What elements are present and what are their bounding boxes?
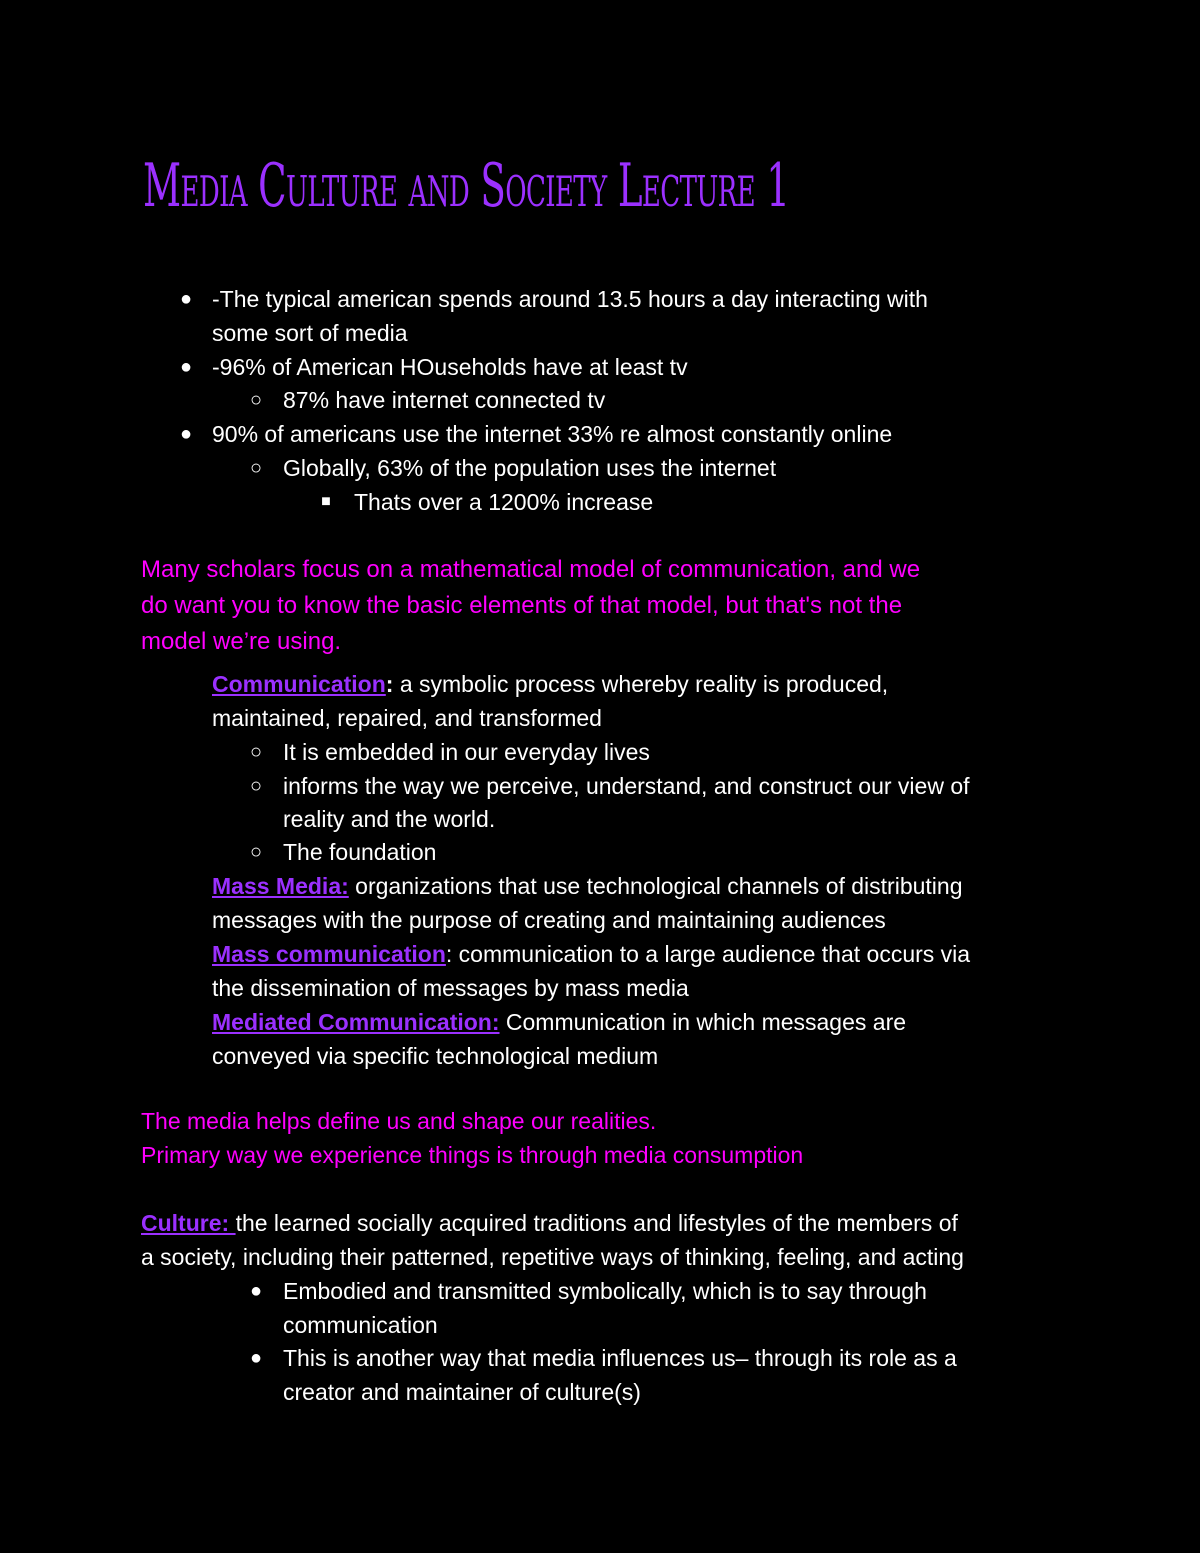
culture-term: Culture: — [141, 1210, 236, 1236]
communication-definition: Communication: a symbolic process whereby reality is produced, — [212, 671, 889, 697]
bullet-circle-icon: ○ — [249, 457, 263, 479]
page-title: Media Culture and Society Lecture 1 — [143, 151, 790, 221]
definition-line: messages with the purpose of creating and maintaining audiences — [212, 907, 886, 933]
bullet-circle-icon: ○ — [249, 775, 263, 797]
bullet-square-icon: ■ — [321, 493, 331, 510]
subpoint-line: reality and the world. — [283, 806, 496, 832]
bullet-disc-icon: ● — [179, 423, 193, 445]
bullet-circle-icon: ○ — [249, 389, 263, 411]
mass-media-definition: Mass Media: organizations that use technological channels of distributing — [212, 873, 963, 899]
stat-line: some sort of media — [212, 320, 408, 346]
bullet-disc-icon: ● — [249, 1280, 263, 1302]
stat-line: 87% have internet connected tv — [283, 387, 606, 413]
bullet-circle-icon: ○ — [249, 841, 263, 863]
culture-definition: Culture: the learned socially acquired traditions and lifestyles of the members of — [141, 1210, 958, 1236]
culture-point-line: Embodied and transmitted symbolically, which is to say through — [283, 1278, 927, 1304]
definition-line: conveyed via specific technological medium — [212, 1043, 659, 1069]
bullet-disc-icon: ● — [179, 356, 193, 378]
culture-point-line: This is another way that media influences us– through its role as a — [283, 1345, 957, 1371]
stat-line: Thats over a 1200% increase — [354, 489, 654, 515]
mass-media-term: Mass Media: — [212, 873, 349, 899]
bullet-disc-icon: ● — [179, 288, 193, 310]
subpoint-line: informs the way we perceive, understand, and construct our view of — [283, 773, 970, 799]
communication-term: Communication — [212, 671, 386, 697]
definition-line: maintained, repaired, and transformed — [212, 705, 602, 731]
stat-line: -96% of American HOuseholds have at least tv — [212, 354, 688, 380]
subpoint-line: It is embedded in our everyday lives — [283, 739, 650, 765]
culture-point-line: creator and maintainer of culture(s) — [283, 1379, 641, 1405]
stat-line: Globally, 63% of the population uses the internet — [283, 455, 777, 481]
mediated-communication-term: Mediated Communication: — [212, 1009, 500, 1035]
subpoint-line: The foundation — [283, 839, 437, 865]
media-shape-line: The media helps define us and shape our realities. — [141, 1108, 657, 1134]
culture-point-line: communication — [283, 1312, 438, 1338]
stat-line: -The typical american spends around 13.5 hours a day interacting with — [212, 286, 928, 312]
mass-communication-term: Mass communication — [212, 941, 446, 967]
scholars-note-line: do want you to know the basic elements of that model, but that's not the — [141, 592, 903, 619]
definition-line: the dissemination of messages by mass media — [212, 975, 689, 1001]
definition-line: a society, including their patterned, repetitive ways of thinking, feeling, and acting — [141, 1244, 964, 1270]
scholars-note-line: model we’re using. — [141, 628, 342, 655]
bullet-circle-icon: ○ — [249, 741, 263, 763]
mass-communication-definition: Mass communication: communication to a large audience that occurs via — [212, 941, 971, 967]
bullet-disc-icon: ● — [249, 1347, 263, 1369]
scholars-note-line: Many scholars focus on a mathematical model of communication, and we — [141, 556, 921, 583]
media-shape-line: Primary way we experience things is through media consumption — [141, 1142, 804, 1168]
mediated-communication-definition: Mediated Communication: Communication in which messages are — [212, 1009, 907, 1035]
stat-line: 90% of americans use the internet 33% re almost constantly online — [212, 421, 893, 447]
